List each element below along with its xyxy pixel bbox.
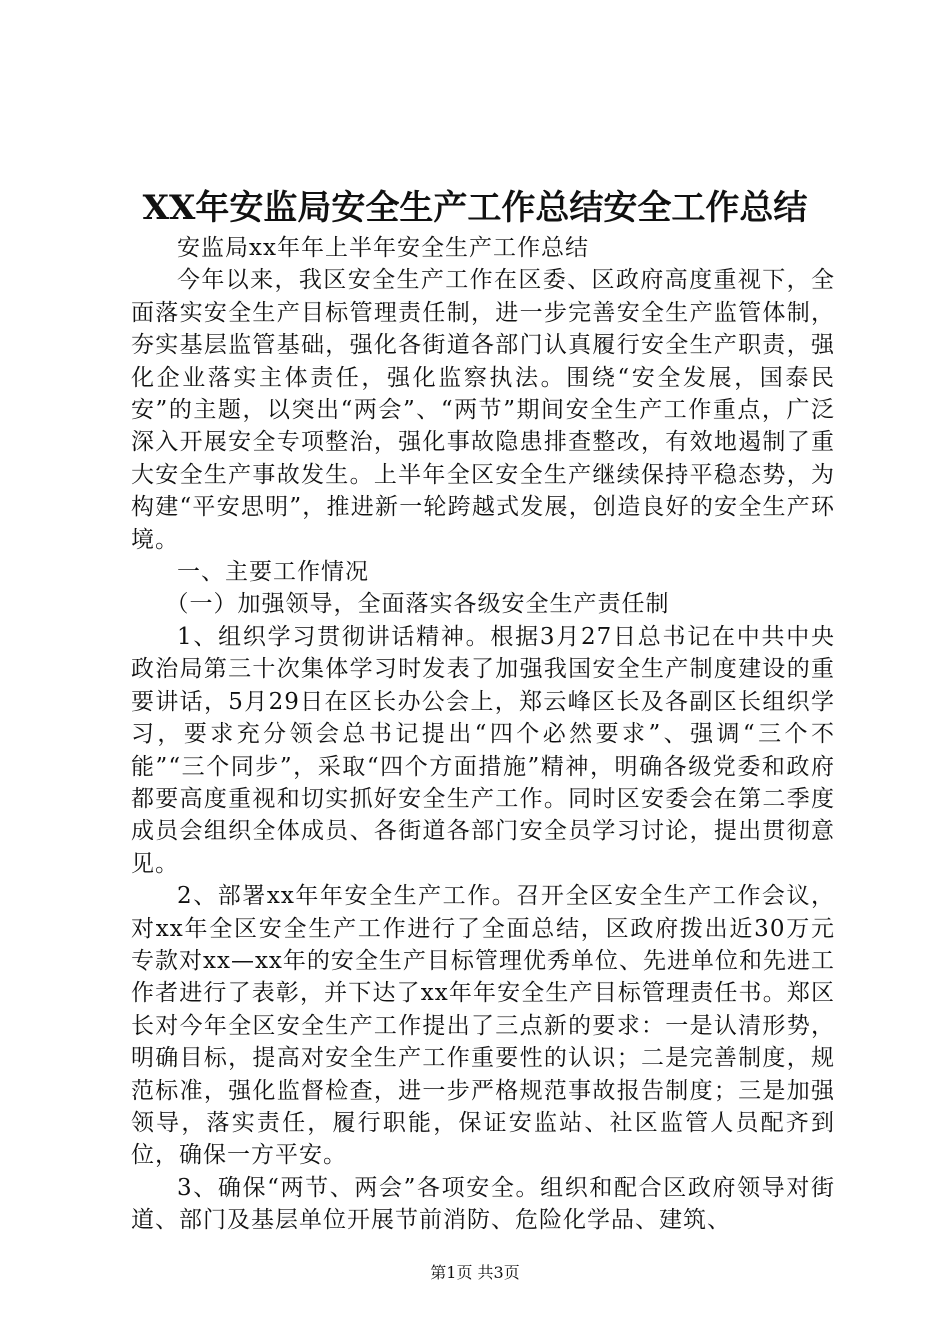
page-number-footer: 第1页 共3页 xyxy=(430,1263,520,1282)
subsection-heading: （一）加强领导，全面落实各级安全生产责任制 xyxy=(165,591,670,618)
summary-subtitle: 安监局xx年年上半年安全生产工作总结 xyxy=(177,235,589,261)
intro-paragraph: 今年以来，我区安全生产工作在区委、区政府高度重视下，全面落实安全生产目标管理责任制，进一步完善安全生产监管体制，夯实基层监管基础，强化各街道各部门认真履行安全生产职责，强化企业落实主体责任，强化监察执法。围绕“安全发展，国泰民安”的主题，以突出“两会”、“两节”期间安全生产工作重点，广泛深入开展安全专项整治，强化事故隐患排查整改，有效地遏制了重大安全生产事故发生。上半年全区安全生产继续保持平稳态势，为构建“平安思明”，推进新一轮跨越式发展，创造良好的安全生产环境。 xyxy=(131,267,835,553)
item-paragraph-1: 1、组织学习贯彻讲话精神。根据3月27日总书记在中共中央政治局第三十次集体学习时发表了加强我国安全生产制度建设的重要讲话，5月29日在区长办公会上，郑云峰区长及各副区长组织学习，要求充分领会总书记提出“四个必然要求”、强调“三个不能”“三个同步”，采取“四个方面措施”精神，明确各级党委和政府都要高度重视和切实抓好安全生产工作。同时区安委会在第二季度成员会组织全体成员、各街道各部门安全员学习讨论，提出贯彻意见。 xyxy=(131,623,835,877)
document-body xyxy=(131,232,835,1237)
section-heading: 一、主要工作情况 xyxy=(177,559,369,586)
item-paragraph-3: 3、确保“两节、两会”各项安全。组织和配合区政府领导对街道、部门及基层单位开展节前消防、危险化学品、建筑、 xyxy=(131,1174,835,1234)
item-paragraph-2: 2、部署xx年年安全生产工作。召开全区安全生产工作会议，对xx年全区安全生产工作进行了全面总结，区政府拨出近30万元专款对xx—xx年的安全生产目标管理优秀单位、先进单位和先进工作者进行了表彰，并下达了xx年年安全生产目标管理责任书。郑区长对今年全区安全生产工作提出了三点新的要求：一是认清形势，明确目标，提高对安全生产工作重要性的认识；二是完善制度，规范标准，强化监督检查，进一步严格规范事故报告制度；三是加强领导，落实责任，履行职能，保证安监站、社区监管人员配齐到位，确保一方平安。 xyxy=(131,883,835,1169)
document-title: XX年安监局安全生产工作总结安全工作总结 xyxy=(142,188,808,228)
